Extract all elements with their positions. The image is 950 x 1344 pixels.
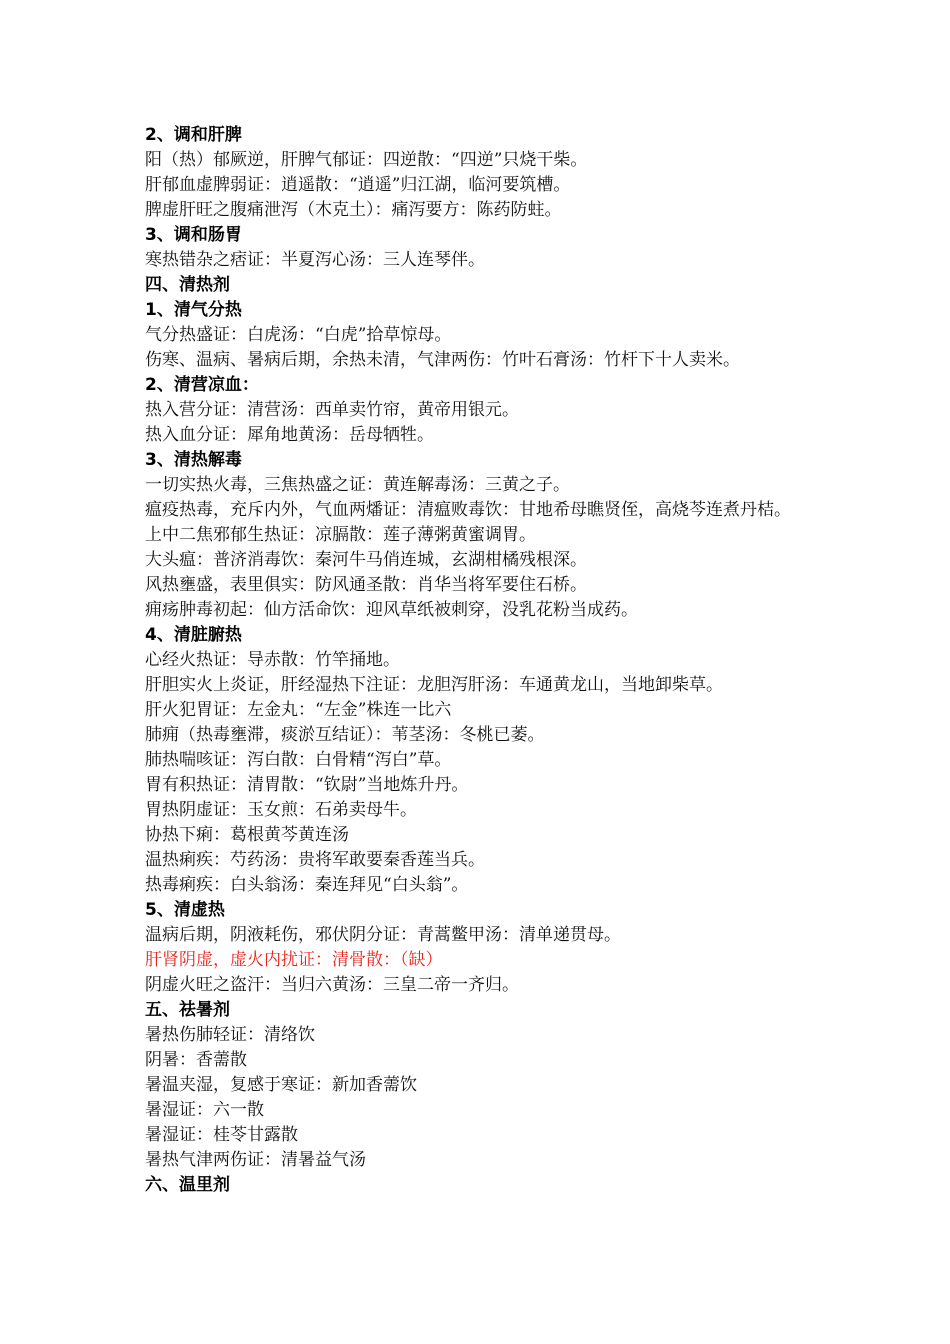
text-line: 暑热气津两伤证：清暑益气汤 — [145, 1150, 366, 1170]
section-heading: 六、温里剂 — [145, 1175, 230, 1195]
text-line: 温病后期，阴液耗伤，邪伏阴分证：青蒿鳖甲汤：清单递贯母。 — [145, 925, 621, 945]
text-line: 痈疡肿毒初起：仙方活命饮：迎风草纸被刺穿，没乳花粉当成药。 — [145, 600, 638, 620]
text-line: 暑湿证：桂苓甘露散 — [145, 1125, 298, 1145]
text-line: 胃热阴虚证：玉女煎：石弟卖母牛。 — [145, 800, 417, 820]
text-line: 阳（热）郁厥逆，肝脾气郁证：四逆散：“四逆”只烧干柴。 — [145, 150, 588, 170]
text-line: 大头瘟：普济消毒饮：秦河牛马俏连城，玄湖柑橘残根深。 — [145, 550, 587, 570]
text-line: 伤寒、温病、暑病后期，余热未清，气津两伤：竹叶石膏汤：竹杆下十人卖米。 — [145, 350, 740, 370]
section-heading: 五、祛暑剂 — [145, 1000, 230, 1020]
section-heading: 3、调和肠胃 — [145, 225, 242, 245]
text-line: 瘟疫热毒，充斥内外，气血两燔证：清瘟败毒饮：甘地希母瞧贤侄，高烧芩连煮丹桔。 — [145, 500, 791, 520]
text-line: 暑热伤肺轻证：清络饮 — [145, 1025, 315, 1045]
text-line: 肺热喘咳证：泻白散：白骨精“泻白”草。 — [145, 750, 452, 770]
section-heading: 3、清热解毒 — [145, 450, 242, 470]
text-line: 阴虚火旺之盗汗：当归六黄汤：三皇二帝一齐归。 — [145, 975, 519, 995]
text-line: 温热痢疾：芍药汤：贵将军敢要秦香莲当兵。 — [145, 850, 485, 870]
text-line: 胃有积热证：清胃散：“钦尉”当地炼升丹。 — [145, 775, 469, 795]
text-line: 热入营分证：清营汤：西单卖竹帘，黄帝用银元。 — [145, 400, 519, 420]
text-line: 暑温夹湿，复感于寒证：新加香薷饮 — [145, 1075, 417, 1095]
text-line: 肺痈（热毒壅滞，痰淤互结证）：苇茎汤：冬桃已萎。 — [145, 725, 545, 745]
section-heading: 4、清脏腑热 — [145, 625, 242, 645]
section-heading: 5、清虚热 — [145, 900, 225, 920]
text-line: 寒热错杂之痞证：半夏泻心汤：三人连琴伴。 — [145, 250, 485, 270]
section-heading: 1、清气分热 — [145, 300, 242, 320]
text-line: 风热壅盛，表里俱实：防风通圣散：肖华当将军要住石桥。 — [145, 575, 587, 595]
text-line: 肝郁血虚脾弱证：逍遥散：“逍遥”归江湖，临河要筑槽。 — [145, 175, 571, 195]
section-heading: 2、清营凉血： — [145, 375, 259, 395]
text-line: 上中二焦邪郁生热证：凉膈散：莲子薄粥黄蜜调胃。 — [145, 525, 536, 545]
text-line: 气分热盛证：白虎汤：“白虎”拾草惊母。 — [145, 325, 452, 345]
section-heading: 四、清热剂 — [145, 275, 230, 295]
text-line: 热入血分证：犀角地黄汤：岳母牺牲。 — [145, 425, 434, 445]
document-body — [145, 123, 825, 1198]
text-line: 肝火犯胃证：左金丸：“左金”株连一比六 — [145, 700, 452, 720]
text-line: 心经火热证：导赤散：竹竿捅地。 — [145, 650, 400, 670]
text-line: 肝胆实火上炎证，肝经湿热下注证：龙胆泻肝汤：车通黄龙山，当地卸柴草。 — [145, 675, 723, 695]
highlighted-line: 肝肾阴虚，虚火内扰证：清骨散：（缺） — [145, 950, 443, 970]
text-line: 阴暑：香薷散 — [145, 1050, 247, 1070]
text-line: 协热下痢：葛根黄芩黄连汤 — [145, 825, 349, 845]
text-line: 脾虚肝旺之腹痛泄泻（木克土）：痛泻要方：陈药防蛀。 — [145, 200, 562, 220]
text-line: 一切实热火毒，三焦热盛之证：黄连解毒汤：三黄之子。 — [145, 475, 570, 495]
text-line: 热毒痢疾：白头翁汤：秦连拜见“白头翁”。 — [145, 875, 469, 895]
section-heading: 2、调和肝脾 — [145, 125, 242, 145]
text-line: 暑湿证：六一散 — [145, 1100, 264, 1120]
